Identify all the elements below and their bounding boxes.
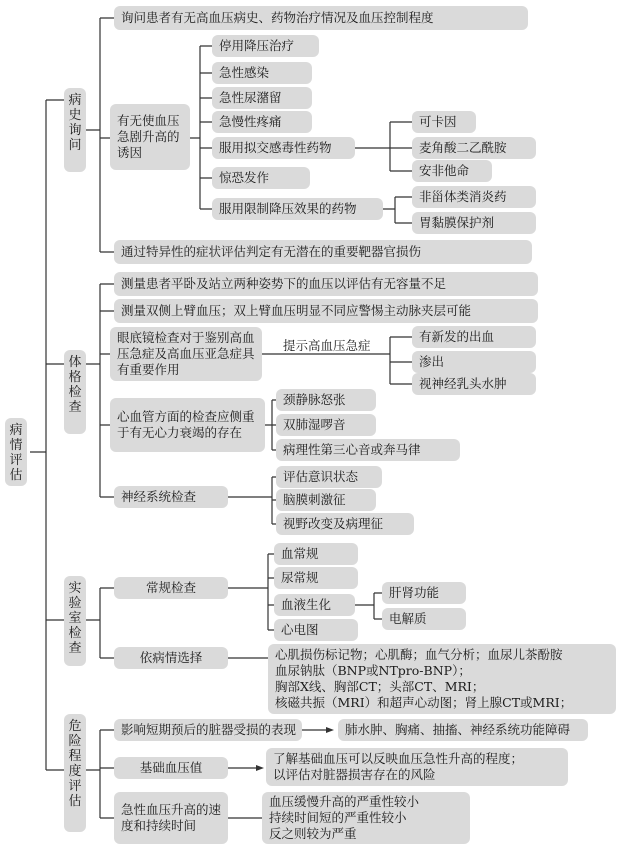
history-ask: 询问患者有无高血压病史、药物治疗情况及血压控制程度 [114, 6, 528, 30]
target-organ: 通过特异性的症状评估判定有无潜在的重要靶器官损伤 [114, 240, 532, 264]
inducer-item: 惊恐发作 [212, 167, 310, 189]
risk-speed: 急性血压升高的速度和持续时间 [114, 792, 228, 844]
inducer-item: 急性尿潴留 [212, 87, 312, 109]
routine-item: 心电图 [274, 619, 358, 641]
section-history: 病史询问 [64, 88, 86, 172]
exam-bp-arms: 测量双侧上臂血压；双上臂血压明显不同应警惕主动脉夹层可能 [114, 299, 538, 323]
baseline-line: 以评估对脏器损害存在的风险 [273, 767, 436, 782]
inducer-item: 停用降压治疗 [212, 35, 319, 57]
routine-item: 尿常规 [274, 567, 358, 589]
speed-detail [262, 792, 470, 844]
cardio-sign: 双肺湿啰音 [276, 414, 376, 436]
biochem-item: 肝肾功能 [382, 582, 466, 604]
biochem-item: 电解质 [382, 608, 466, 630]
risk-organ-result: 肺水肿、胸痛、抽搐、神经系统功能障碍 [338, 719, 588, 741]
section-risk: 危险程度评估 [64, 714, 86, 832]
fundus-sign: 渗出 [412, 351, 536, 373]
drug-item: 胃黏膜保护剂 [412, 212, 536, 234]
optional-line: 心肌损伤标记物；心肌酶；血气分析；血尿儿茶酚胺 [275, 647, 563, 662]
risk-organ: 影响短期预后的脏器受损的表现 [114, 719, 302, 741]
fundus-hint: 提示高血压急症 [283, 338, 371, 353]
optional-items [268, 644, 616, 714]
drug-item: 安非他命 [412, 160, 492, 182]
baseline-line: 了解基础血压可以反映血压急性升高的程度； [273, 751, 524, 766]
section-lab: 实验室检查 [64, 576, 86, 666]
fundus-sign: 视神经乳头水肿 [412, 373, 536, 395]
exam-neuro: 神经系统检查 [114, 486, 228, 508]
neuro-sign: 评估意识状态 [276, 466, 382, 488]
drug-item: 可卡因 [412, 111, 476, 133]
inducer-item: 服用限制降压效果的药物 [212, 198, 383, 220]
routine-item: 血常规 [274, 543, 358, 565]
exam-cardio: 心血管方面的检查应侧重于有无心力衰竭的存在 [110, 398, 265, 452]
risk-baseline: 基础血压值 [114, 757, 228, 779]
section-exam: 体格检查 [64, 350, 86, 434]
speed-line: 持续时间短的严重性较小 [269, 810, 407, 825]
baseline-detail [266, 748, 568, 786]
neuro-sign: 视野改变及病理征 [276, 513, 414, 535]
inducers-title: 有无使血压急剧升高的诱因 [110, 104, 190, 170]
inducer-item: 服用拟交感毒性药物 [212, 137, 355, 159]
drug-item: 非甾体类消炎药 [412, 186, 536, 208]
optional-line: 胸部X线、胸部CT；头部CT、MRI； [275, 679, 485, 694]
exam-bp-posture: 测量患者平卧及站立两种姿势下的血压以评估有无容量不足 [114, 272, 538, 296]
inducer-item: 急慢性疼痛 [212, 111, 312, 133]
root-node: 病情评估 [5, 418, 27, 486]
cardio-sign: 颈静脉怒张 [276, 389, 376, 411]
drug-item: 麦角酸二乙酰胺 [412, 137, 536, 159]
optional-line: 核磁共振（MRI）和超声心动图；肾上腺CT或MRI； [275, 695, 573, 710]
routine-item: 血液生化 [274, 594, 355, 616]
exam-fundus: 眼底镜检查对于鉴别高血压急症及高血压亚急症具有重要作用 [110, 327, 262, 381]
speed-line: 血压缓慢升高的严重性较小 [269, 794, 420, 809]
fundus-sign: 有新发的出血 [412, 326, 536, 348]
neuro-sign: 脑膜刺激征 [276, 489, 376, 511]
speed-line: 反之则较为严重 [269, 826, 357, 841]
optional-line: 血尿钠肽（BNP或NTpro-BNP）； [275, 663, 471, 678]
lab-optional: 依病情选择 [114, 647, 228, 669]
lab-routine: 常规检查 [114, 577, 228, 599]
cardio-sign: 病理性第三心音或奔马律 [276, 439, 460, 461]
inducer-item: 急性感染 [212, 62, 312, 84]
